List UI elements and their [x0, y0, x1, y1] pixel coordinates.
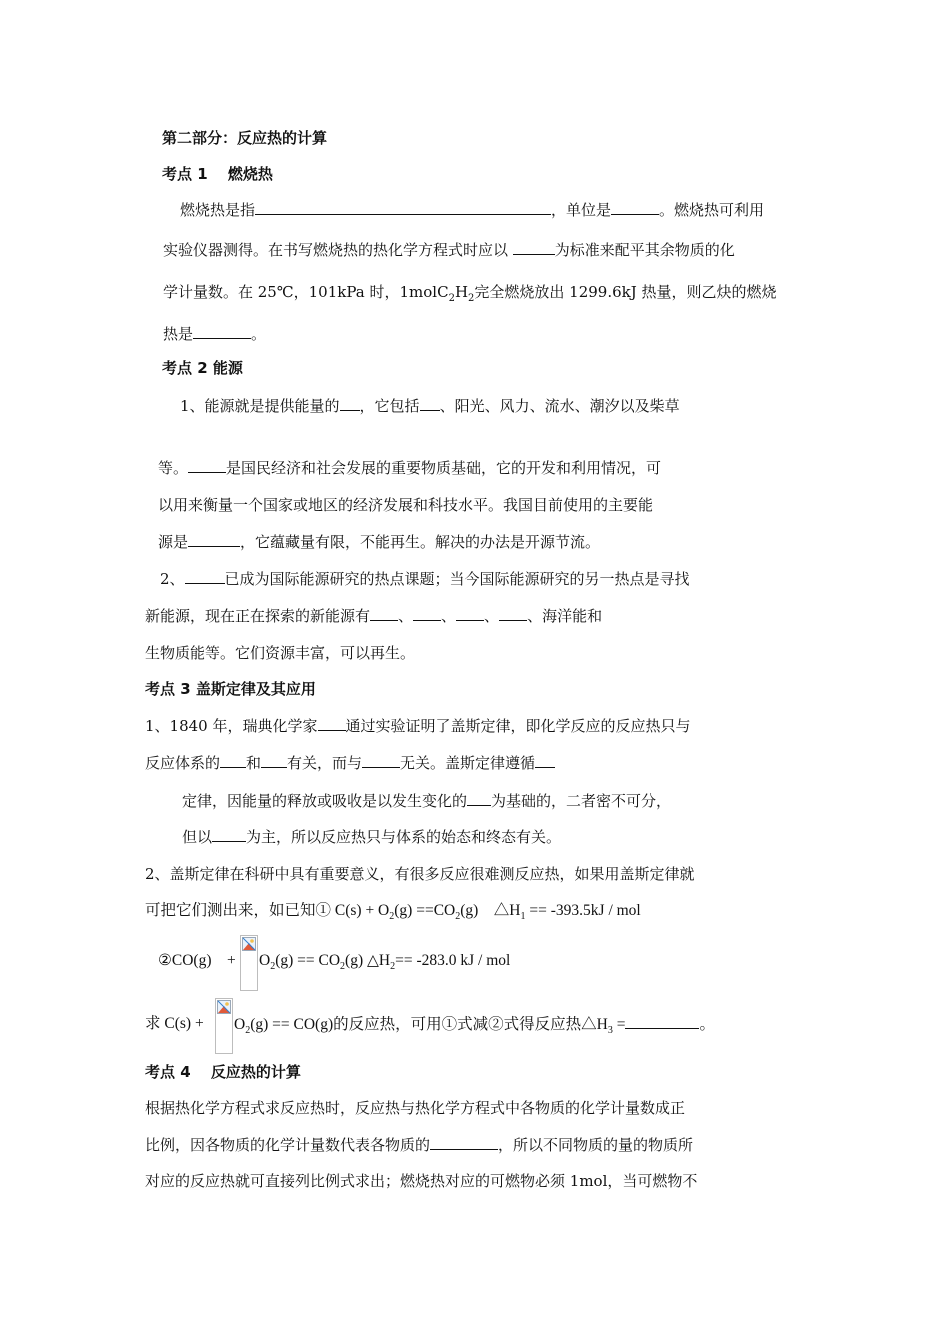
- k2-line-1: [180, 396, 680, 416]
- text: 和: [246, 754, 262, 772]
- text: 热是: [163, 325, 194, 343]
- k4-line-2: [145, 1135, 693, 1155]
- answer-blank[interactable]: [535, 753, 555, 768]
- answer-blank[interactable]: [220, 753, 246, 768]
- text: 、海洋能和: [527, 607, 603, 625]
- text: 但以: [182, 828, 213, 846]
- k2-line-2: [158, 458, 661, 478]
- k4-line-1: 根据热化学方程式求反应热时，反应热与热化学方程式中各物质的化学计量数成正: [145, 1099, 686, 1117]
- text: (g) == CO: [275, 952, 341, 969]
- answer-blank[interactable]: [413, 606, 441, 621]
- text: ，它包括: [359, 397, 420, 415]
- text: 、: [484, 607, 500, 625]
- text: 新能源，现在正在探索的新能源有: [145, 607, 371, 625]
- k3-line-2: [145, 753, 555, 773]
- text: ②CO(g) +: [158, 952, 236, 969]
- answer-blank[interactable]: [261, 753, 287, 768]
- k1-line-3: [163, 282, 777, 302]
- text: 、阳光、风力、流水、潮汐以及柴草: [439, 397, 680, 415]
- text: 求 C(s) +: [145, 1015, 204, 1032]
- answer-blank[interactable]: [255, 200, 551, 215]
- k1-line-2: [163, 240, 735, 260]
- answer-blank[interactable]: [188, 532, 240, 547]
- text: 完全燃烧放出 1299.6kJ 热量，则乙炔的燃烧: [474, 283, 777, 301]
- text: 是国民经济和社会发展的重要物质基础，它的开发和利用情况，可: [226, 459, 662, 477]
- text: 已成为国际能源研究的热点课题；当今国际能源研究的另一热点是寻找: [224, 570, 690, 588]
- text: 为标准来配平其余物质的化: [554, 241, 735, 259]
- subscript: 2: [270, 961, 276, 973]
- answer-blank[interactable]: [611, 200, 659, 215]
- answer-blank[interactable]: [467, 791, 491, 806]
- text: ，所以不同物质的量的物质所: [498, 1136, 694, 1154]
- text: =: [612, 1016, 626, 1033]
- k4-line-3: 对应的反应热就可直接列比例式求出；燃烧热对应的可燃物必须 1mol，当可燃物不: [145, 1172, 698, 1190]
- answer-blank[interactable]: [193, 324, 251, 339]
- subscript: 2: [390, 961, 396, 973]
- fraction-image-placeholder: [215, 998, 233, 1054]
- text: 可把它们测出来，如已知① C(s) + O: [145, 902, 390, 919]
- k3-equation-3-left: [145, 1014, 204, 1034]
- answer-blank[interactable]: [340, 396, 360, 411]
- answer-blank[interactable]: [499, 606, 527, 621]
- text: 2、: [160, 570, 185, 588]
- k3-line-3: [182, 791, 671, 811]
- text: 、: [441, 607, 457, 625]
- text: 实验仪器测得。在书写燃烧热的热化学方程式时应以: [163, 241, 513, 259]
- text: 1、1840 年，瑞典化学家: [145, 717, 318, 735]
- k3-line-4: [182, 827, 561, 847]
- text: ，单位是: [551, 201, 612, 219]
- text: (g) ==CO: [394, 902, 456, 919]
- text: (g) △H: [345, 952, 391, 969]
- answer-blank[interactable]: [318, 716, 346, 731]
- text: 。: [251, 325, 267, 343]
- subscript: 2: [468, 293, 475, 304]
- k2-line-5: [160, 569, 690, 589]
- answer-blank[interactable]: [185, 569, 225, 584]
- answer-blank[interactable]: [513, 240, 555, 255]
- heading-k1: 考点 1 燃烧热: [162, 165, 273, 183]
- answer-blank[interactable]: [625, 1014, 699, 1029]
- text: 定律，因能量的释放或吸收是以发生变化的: [182, 792, 468, 810]
- answer-blank[interactable]: [212, 827, 246, 842]
- answer-blank[interactable]: [188, 458, 226, 473]
- text: == -283.0 kJ / mol: [395, 952, 511, 969]
- text: O: [259, 952, 271, 969]
- k3-line-1: [145, 716, 691, 736]
- text: 比例，因各物质的化学计量数代表各物质的: [145, 1136, 431, 1154]
- subscript: 1: [520, 911, 526, 923]
- k3-equation-1: [145, 901, 641, 921]
- subscript: 3: [607, 1025, 613, 1037]
- subscript: 2: [340, 961, 346, 973]
- text: 等。: [158, 459, 189, 477]
- k2-line-3: 以用来衡量一个国家或地区的经济发展和科技水平。我国目前使用的主要能: [158, 496, 654, 514]
- k3-line-5: 2、盖斯定律在科研中具有重要意义，有很多反应很难测反应热，如果用盖斯定律就: [145, 865, 695, 883]
- text: (g) △H: [460, 902, 521, 919]
- text: 燃烧热是指: [180, 201, 256, 219]
- section-title: 第二部分：反应热的计算: [162, 129, 328, 147]
- text: 有关，而与: [287, 754, 363, 772]
- text: 、: [398, 607, 414, 625]
- text: O: [234, 1016, 246, 1033]
- text: 。: [699, 1016, 715, 1033]
- broken-image-icon: [242, 937, 256, 951]
- k1-line-1: [180, 200, 764, 220]
- k1-line-4: [163, 324, 266, 344]
- text: 为主，所以反应热只与体系的始态和终态有关。: [246, 828, 562, 846]
- text: 源是: [158, 533, 189, 551]
- broken-image-icon: [217, 1000, 231, 1014]
- answer-blank[interactable]: [420, 396, 440, 411]
- subscript: 2: [448, 293, 455, 304]
- text: 。燃烧热可利用: [659, 201, 765, 219]
- fraction-image-placeholder: [240, 935, 258, 991]
- k3-equation-2-left: [158, 951, 236, 971]
- answer-blank[interactable]: [456, 606, 484, 621]
- answer-blank[interactable]: [362, 753, 400, 768]
- k2-line-6: [145, 606, 602, 626]
- text: 1、能源就是提供能量的: [180, 397, 340, 415]
- k3-equation-3-right: [234, 1014, 715, 1035]
- heading-k2: 考点 2 能源: [162, 359, 243, 377]
- text: == -393.5kJ / mol: [525, 902, 641, 919]
- text: ，它蕴藏量有限，不能再生。解决的办法是开源节流。: [240, 533, 601, 551]
- k3-equation-2-right: [259, 951, 510, 971]
- text: (g) == CO(g)的反应热，可用①式减②式得反应热△H: [250, 1016, 608, 1033]
- text: 通过实验证明了盖斯定律，即化学反应的反应热只与: [345, 717, 691, 735]
- heading-k3: 考点 3 盖斯定律及其应用: [145, 680, 316, 698]
- text: 为基础的，二者密不可分，: [491, 792, 672, 810]
- k2-line-4: [158, 532, 600, 552]
- subscript: 2: [389, 911, 395, 923]
- subscript: 2: [455, 911, 461, 923]
- text: 学计量数。在 25℃，101kPa 时，1molC: [163, 283, 449, 301]
- text: 无关。盖斯定律遵循: [400, 754, 536, 772]
- heading-k4: 考点 4 反应热的计算: [145, 1063, 301, 1081]
- text: H: [454, 283, 469, 301]
- answer-blank[interactable]: [370, 606, 398, 621]
- text: 反应体系的: [145, 754, 221, 772]
- subscript: 2: [245, 1025, 251, 1037]
- k2-line-7: 生物质能等。它们资源丰富，可以再生。: [145, 644, 416, 662]
- answer-blank[interactable]: [430, 1135, 498, 1150]
